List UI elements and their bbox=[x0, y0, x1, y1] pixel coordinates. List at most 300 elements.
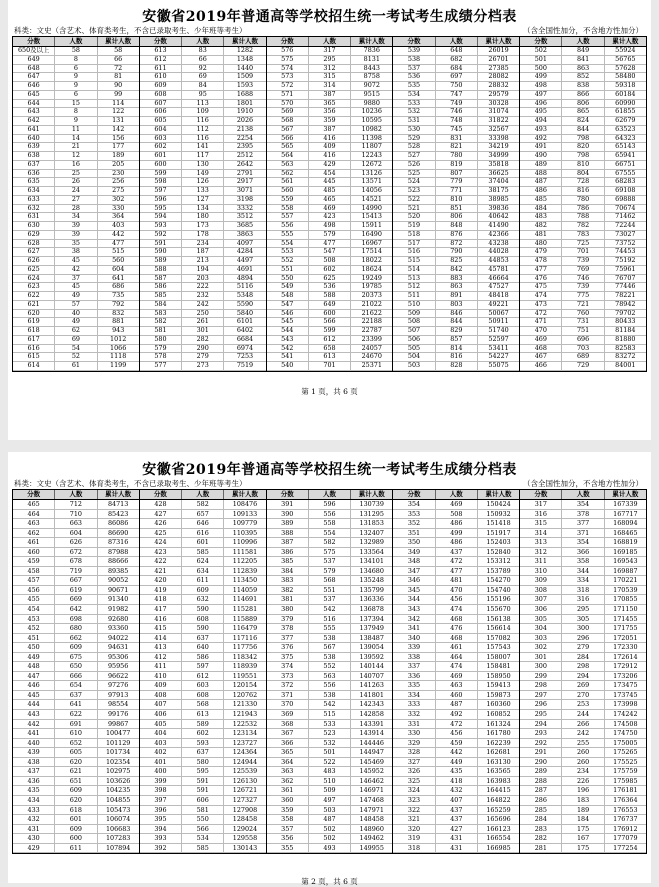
score-cell: 416 bbox=[140, 615, 182, 624]
table-row bbox=[267, 557, 393, 567]
cumulative-cell: 146971 bbox=[359, 786, 384, 795]
cumulative-cell: 3071 bbox=[236, 187, 254, 194]
score-cell: 551 bbox=[267, 266, 309, 274]
table-row bbox=[140, 777, 266, 787]
table-row bbox=[13, 178, 139, 187]
table-row bbox=[267, 576, 393, 586]
score-cell: 404 bbox=[140, 729, 182, 738]
count-cell: 620 bbox=[55, 796, 97, 805]
table-row bbox=[13, 777, 139, 787]
table-row bbox=[140, 595, 266, 605]
table-row bbox=[13, 56, 139, 65]
count-cell: 600 bbox=[55, 834, 97, 843]
cumulative-cell: 174242 bbox=[613, 710, 638, 719]
cumulative-cell: 3863 bbox=[236, 230, 254, 238]
cumulative-cell: 2254 bbox=[236, 134, 254, 142]
score-cell: 557 bbox=[267, 213, 309, 221]
score-cell: 454 bbox=[13, 605, 55, 614]
cumulative-cell: 1688 bbox=[236, 90, 254, 98]
score-cell: 345 bbox=[393, 586, 435, 595]
table-row bbox=[393, 187, 519, 196]
score-cell: 491 bbox=[520, 143, 562, 151]
count-cell: 432 bbox=[436, 786, 478, 795]
table-row bbox=[267, 624, 393, 634]
header-row bbox=[520, 490, 646, 500]
score-cell: 526 bbox=[393, 161, 435, 169]
count-cell: 719 bbox=[55, 567, 97, 576]
table-row bbox=[140, 56, 266, 65]
count-cell: 6 bbox=[55, 91, 97, 99]
table-row bbox=[13, 796, 139, 806]
score-cell: 499 bbox=[520, 73, 562, 81]
count-cell: 387 bbox=[309, 91, 351, 99]
score-cell: 433 bbox=[13, 806, 55, 815]
cumulative-cell: 159413 bbox=[486, 681, 511, 690]
cumulative-cell: 75192 bbox=[615, 257, 636, 264]
count-cell: 49 bbox=[55, 318, 97, 326]
score-cell: 599 bbox=[140, 170, 182, 178]
score-cell: 498 bbox=[520, 82, 562, 90]
count-cell: 378 bbox=[562, 510, 604, 519]
score-cell: 303 bbox=[520, 634, 562, 643]
table-row bbox=[520, 248, 646, 257]
score-cell: 308 bbox=[520, 586, 562, 595]
column-group bbox=[267, 490, 394, 853]
cumulative-cell: 124364 bbox=[232, 748, 258, 757]
count-cell: 821 bbox=[436, 143, 478, 151]
table-row bbox=[393, 362, 519, 371]
cumulative-cell: 144947 bbox=[359, 748, 384, 757]
cumulative-cell: 108476 bbox=[232, 500, 258, 508]
score-cell: 401 bbox=[140, 758, 182, 767]
score-cell: 550 bbox=[267, 275, 309, 283]
cumulative-cell: 5348 bbox=[236, 292, 254, 299]
score-cell: 352 bbox=[393, 519, 435, 528]
cumulative-cell: 403 bbox=[112, 222, 125, 229]
table-row bbox=[267, 170, 393, 179]
count-cell: 838 bbox=[562, 82, 604, 90]
count-cell: 12 bbox=[55, 152, 97, 160]
count-cell: 260 bbox=[562, 748, 604, 757]
table-row bbox=[140, 257, 266, 266]
cumulative-cell: 154270 bbox=[486, 576, 511, 585]
score-cell: 497 bbox=[520, 91, 562, 99]
score-cell: 455 bbox=[13, 595, 55, 604]
table-row bbox=[520, 135, 646, 144]
cumulative-cell: 105473 bbox=[105, 805, 131, 814]
count-cell: 780 bbox=[562, 196, 604, 204]
table-row bbox=[520, 56, 646, 65]
cumulative-cell: 32567 bbox=[488, 125, 509, 133]
score-cell: 446 bbox=[13, 681, 55, 690]
cumulative-cell: 9072 bbox=[363, 82, 380, 89]
count-cell: 591 bbox=[182, 786, 224, 795]
cumulative-cell: 172330 bbox=[613, 643, 638, 652]
count-cell: 516 bbox=[309, 615, 351, 624]
table-row bbox=[267, 681, 393, 691]
score-cell: 630 bbox=[13, 222, 55, 230]
table-row bbox=[393, 283, 519, 292]
table-row bbox=[267, 362, 393, 371]
score-grid bbox=[12, 489, 647, 854]
score-cell: 318 bbox=[393, 844, 435, 853]
cumulative-cell: 21022 bbox=[361, 300, 382, 308]
cumulative-cell: 160360 bbox=[486, 700, 511, 709]
cumulative-cell: 48418 bbox=[488, 292, 509, 299]
count-cell: 567 bbox=[309, 643, 351, 652]
score-cell: 324 bbox=[393, 786, 435, 795]
table-row bbox=[520, 117, 646, 126]
table-row bbox=[140, 135, 266, 144]
score-cell: 346 bbox=[393, 576, 435, 585]
cumulative-cell: 158481 bbox=[486, 662, 511, 671]
score-cell: 631 bbox=[13, 213, 55, 221]
count-cell: 459 bbox=[436, 739, 478, 748]
score-cell: 369 bbox=[267, 710, 309, 719]
table-row bbox=[520, 231, 646, 240]
score-cell: 496 bbox=[520, 100, 562, 108]
score-cell: 398 bbox=[140, 786, 182, 795]
score-cell: 555 bbox=[267, 231, 309, 239]
cumulative-cell: 330 bbox=[112, 204, 125, 212]
cumulative-cell: 28832 bbox=[488, 82, 509, 89]
cumulative-cell: 60184 bbox=[615, 90, 636, 98]
score-cell: 313 bbox=[520, 538, 562, 547]
score-cell: 582 bbox=[140, 318, 182, 326]
table-row bbox=[13, 500, 139, 510]
score-cell: 556 bbox=[267, 222, 309, 230]
count-cell: 603 bbox=[182, 681, 224, 690]
score-cell: 569 bbox=[267, 108, 309, 116]
table-row bbox=[267, 510, 393, 520]
table-row bbox=[13, 557, 139, 567]
cumulative-cell: 166985 bbox=[486, 843, 511, 852]
score-cell: 422 bbox=[140, 557, 182, 566]
score-cell: 485 bbox=[520, 196, 562, 204]
cumulative-cell: 176737 bbox=[613, 815, 638, 824]
cumulative-cell: 161780 bbox=[486, 729, 511, 738]
cumulative-cell: 172912 bbox=[613, 662, 638, 671]
count-cell: 648 bbox=[436, 47, 478, 55]
count-cell: 616 bbox=[182, 529, 224, 538]
cumulative-cell: 139054 bbox=[359, 643, 384, 652]
cumulative-cell: 84001 bbox=[615, 362, 636, 369]
table-row bbox=[393, 152, 519, 161]
cumulative-cell: 130143 bbox=[232, 843, 258, 852]
cumulative-cell: 83272 bbox=[615, 353, 636, 361]
count-cell: 509 bbox=[309, 786, 351, 795]
table-row bbox=[267, 806, 393, 816]
score-cell: 307 bbox=[520, 595, 562, 604]
table-row bbox=[267, 825, 393, 835]
column-group bbox=[520, 490, 646, 853]
score-cell: 421 bbox=[140, 567, 182, 576]
count-cell: 295 bbox=[562, 605, 604, 614]
table-row bbox=[13, 143, 139, 152]
count-cell: 141 bbox=[182, 143, 224, 151]
score-cell: 415 bbox=[140, 624, 182, 633]
count-cell: 819 bbox=[436, 161, 478, 169]
table-row bbox=[13, 700, 139, 710]
cumulative-cell: 2395 bbox=[236, 143, 254, 151]
cumulative-cell: 172614 bbox=[613, 652, 638, 661]
cumulative-cell: 40642 bbox=[488, 213, 509, 221]
count-cell: 626 bbox=[55, 538, 97, 547]
cumulative-cell: 165259 bbox=[486, 805, 511, 814]
table-row bbox=[393, 777, 519, 787]
score-cell: 379 bbox=[267, 615, 309, 624]
count-cell: 641 bbox=[55, 700, 97, 709]
table-row bbox=[393, 567, 519, 577]
count-cell: 196 bbox=[562, 786, 604, 795]
count-cell: 39 bbox=[55, 231, 97, 239]
score-cell: 502 bbox=[520, 47, 562, 55]
cumulative-cell: 163983 bbox=[486, 776, 511, 785]
score-cell: 326 bbox=[393, 767, 435, 776]
score-cell: 362 bbox=[267, 777, 309, 786]
cumulative-cell: 81 bbox=[114, 73, 123, 81]
score-cell: 388 bbox=[267, 529, 309, 538]
header-row bbox=[393, 37, 519, 47]
count-cell: 857 bbox=[436, 336, 478, 344]
table-row bbox=[140, 615, 266, 625]
cumulative-cell: 87988 bbox=[107, 547, 129, 556]
score-cell: 473 bbox=[520, 301, 562, 309]
table-row bbox=[393, 815, 519, 825]
count-cell: 183 bbox=[562, 796, 604, 805]
count-cell: 301 bbox=[182, 327, 224, 335]
count-cell: 468 bbox=[436, 634, 478, 643]
table-row bbox=[520, 548, 646, 558]
cumulative-cell: 109779 bbox=[232, 519, 258, 528]
score-cell: 478 bbox=[520, 257, 562, 265]
table-row bbox=[140, 310, 266, 319]
table-row bbox=[140, 318, 266, 327]
count-cell: 61 bbox=[55, 362, 97, 370]
cumulative-cell: 129558 bbox=[232, 834, 258, 843]
score-cell: 477 bbox=[520, 266, 562, 274]
score-cell: 359 bbox=[267, 806, 309, 815]
cumulative-cell: 12672 bbox=[361, 160, 382, 168]
cumulative-cell: 86086 bbox=[107, 519, 129, 528]
score-cell: 370 bbox=[267, 700, 309, 709]
score-cell: 449 bbox=[13, 653, 55, 662]
bonus-note: （含全国性加分，不含地方性加分） bbox=[523, 479, 643, 488]
table-row bbox=[520, 91, 646, 100]
score-cell: 390 bbox=[267, 510, 309, 519]
score-cell: 428 bbox=[140, 500, 182, 509]
table-row bbox=[393, 248, 519, 257]
cumulative-cell: 121330 bbox=[232, 700, 258, 709]
score-cell: 407 bbox=[140, 700, 182, 709]
count-cell: 282 bbox=[182, 336, 224, 344]
cumulative-cell: 155670 bbox=[486, 605, 511, 614]
score-cell: 495 bbox=[520, 108, 562, 116]
count-cell: 618 bbox=[55, 806, 97, 815]
count-cell: 26 bbox=[55, 178, 97, 186]
cumulative-cell: 161324 bbox=[486, 719, 511, 728]
table-row bbox=[393, 595, 519, 605]
table-row bbox=[13, 213, 139, 222]
header-cell: 分数 bbox=[393, 37, 435, 46]
table-row bbox=[140, 806, 266, 816]
count-cell: 344 bbox=[562, 567, 604, 576]
cumulative-cell: 65941 bbox=[615, 152, 636, 159]
count-cell: 613 bbox=[182, 710, 224, 719]
score-cell: 430 bbox=[13, 834, 55, 843]
count-cell: 806 bbox=[562, 100, 604, 108]
count-cell: 609 bbox=[55, 825, 97, 834]
header-cell: 人数 bbox=[562, 490, 604, 499]
score-cell: 536 bbox=[393, 73, 435, 81]
cumulative-cell: 63523 bbox=[615, 125, 636, 133]
count-cell: 751 bbox=[562, 327, 604, 335]
score-cell: 540 bbox=[267, 362, 309, 370]
table-row bbox=[393, 557, 519, 567]
score-cell: 437 bbox=[13, 767, 55, 776]
cumulative-cell: 99 bbox=[114, 90, 123, 98]
cumulative-cell: 59318 bbox=[615, 82, 636, 89]
cumulative-cell: 2512 bbox=[236, 152, 254, 159]
table-row bbox=[267, 73, 393, 82]
count-cell: 816 bbox=[436, 353, 478, 361]
score-cell: 500 bbox=[520, 65, 562, 73]
score-cell: 489 bbox=[520, 161, 562, 169]
count-cell: 470 bbox=[436, 586, 478, 595]
table-row bbox=[140, 653, 266, 663]
table-row bbox=[393, 825, 519, 835]
score-cell: 297 bbox=[520, 691, 562, 700]
cumulative-cell: 275 bbox=[112, 187, 125, 194]
cumulative-cell: 23399 bbox=[361, 335, 382, 343]
table-row bbox=[520, 519, 646, 529]
score-cell: 312 bbox=[520, 548, 562, 557]
cumulative-cell: 142858 bbox=[359, 710, 384, 719]
score-cell: 649 bbox=[13, 56, 55, 64]
table-row bbox=[13, 767, 139, 777]
score-cell: 530 bbox=[393, 126, 435, 134]
count-cell: 317 bbox=[309, 47, 351, 55]
table-row bbox=[393, 576, 519, 586]
cumulative-cell: 174750 bbox=[613, 729, 638, 738]
count-cell: 42 bbox=[55, 266, 97, 274]
table-row bbox=[13, 257, 139, 266]
count-cell: 203 bbox=[182, 275, 224, 283]
table-row bbox=[267, 91, 393, 100]
cumulative-cell: 50067 bbox=[488, 309, 509, 317]
table-row bbox=[140, 729, 266, 739]
cumulative-cell: 160852 bbox=[486, 710, 511, 719]
score-cell: 635 bbox=[13, 178, 55, 186]
score-cell: 513 bbox=[393, 275, 435, 283]
score-cell: 528 bbox=[393, 143, 435, 151]
score-cell: 620 bbox=[13, 310, 55, 318]
cumulative-cell: 16490 bbox=[361, 230, 382, 238]
cumulative-cell: 7836 bbox=[363, 47, 380, 54]
score-cell: 425 bbox=[140, 529, 182, 538]
count-cell: 848 bbox=[436, 222, 478, 230]
cumulative-cell: 72244 bbox=[615, 222, 636, 229]
header-cell: 分数 bbox=[267, 37, 309, 46]
cumulative-cell: 117756 bbox=[232, 643, 258, 652]
table-row bbox=[13, 248, 139, 257]
cumulative-cell: 175265 bbox=[613, 748, 638, 757]
cumulative-cell: 4497 bbox=[236, 257, 254, 264]
count-cell: 590 bbox=[182, 605, 224, 614]
cumulative-cell: 1282 bbox=[236, 47, 254, 54]
count-cell: 468 bbox=[436, 615, 478, 624]
table-row bbox=[140, 152, 266, 161]
cumulative-cell: 1509 bbox=[236, 73, 254, 81]
score-cell: 338 bbox=[393, 653, 435, 662]
count-cell: 637 bbox=[182, 634, 224, 643]
column-group bbox=[13, 37, 140, 371]
cumulative-cell: 54227 bbox=[488, 353, 509, 361]
count-cell: 270 bbox=[562, 691, 604, 700]
cumulative-cell: 152403 bbox=[486, 538, 511, 547]
cumulative-cell: 25371 bbox=[361, 362, 382, 369]
score-cell: 344 bbox=[393, 595, 435, 604]
cumulative-cell: 152840 bbox=[486, 547, 511, 556]
count-cell: 547 bbox=[309, 248, 351, 256]
score-cell: 442 bbox=[13, 720, 55, 729]
score-cell: 618 bbox=[13, 327, 55, 335]
table-row bbox=[140, 672, 266, 682]
score-cell: 372 bbox=[267, 681, 309, 690]
score-cell: 376 bbox=[267, 643, 309, 652]
table-row bbox=[140, 275, 266, 284]
score-cell: 299 bbox=[520, 672, 562, 681]
count-cell: 788 bbox=[562, 213, 604, 221]
cumulative-cell: 560 bbox=[112, 257, 125, 264]
score-cell: 358 bbox=[267, 815, 309, 824]
table-row bbox=[393, 205, 519, 214]
table-row bbox=[520, 143, 646, 152]
score-cell: 572 bbox=[267, 82, 309, 90]
count-cell: 538 bbox=[309, 691, 351, 700]
table-row bbox=[520, 643, 646, 653]
table-row bbox=[267, 222, 393, 231]
table-row bbox=[13, 47, 139, 56]
score-cell: 626 bbox=[13, 257, 55, 265]
table-row bbox=[140, 327, 266, 336]
cumulative-cell: 39836 bbox=[488, 204, 509, 212]
table-row bbox=[140, 126, 266, 135]
count-cell: 550 bbox=[182, 815, 224, 824]
score-cell: 548 bbox=[267, 292, 309, 300]
cumulative-cell: 8131 bbox=[363, 55, 380, 63]
table-row bbox=[393, 643, 519, 653]
cumulative-cell: 175759 bbox=[613, 767, 638, 776]
cumulative-cell: 13571 bbox=[361, 178, 382, 186]
cumulative-cell: 150424 bbox=[486, 500, 511, 508]
count-cell: 844 bbox=[436, 318, 478, 326]
score-cell: 302 bbox=[520, 643, 562, 652]
table-row bbox=[393, 275, 519, 284]
table-row bbox=[393, 634, 519, 644]
table-row bbox=[267, 345, 393, 354]
table-row bbox=[520, 653, 646, 663]
cumulative-cell: 66751 bbox=[615, 160, 636, 168]
cumulative-cell: 19785 bbox=[361, 283, 382, 291]
score-cell: 281 bbox=[520, 844, 562, 853]
table-row bbox=[140, 758, 266, 768]
table-row bbox=[393, 529, 519, 539]
cumulative-cell: 157543 bbox=[486, 643, 511, 652]
table-row bbox=[393, 758, 519, 768]
cumulative-cell: 8443 bbox=[363, 64, 380, 72]
table-row bbox=[520, 786, 646, 796]
